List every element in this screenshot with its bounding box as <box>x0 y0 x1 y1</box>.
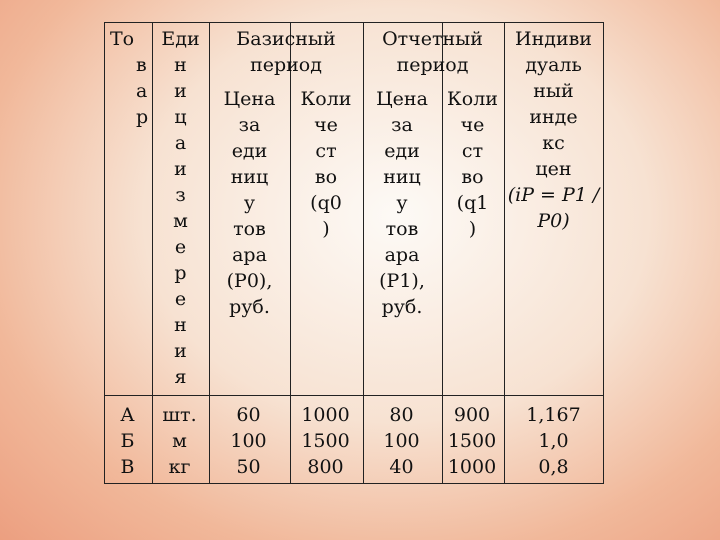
header-unit-line: н <box>174 314 187 336</box>
header-line: (P1), <box>379 270 425 292</box>
header-product-line: в <box>136 54 147 76</box>
header-line: Коли <box>447 88 498 110</box>
col-q1 <box>441 402 503 480</box>
header-line: за <box>238 114 261 136</box>
header-line: инде <box>529 106 578 128</box>
header-line: P0) <box>537 210 570 232</box>
header-line: (P0), <box>226 270 273 292</box>
header-unit-line: я <box>174 366 187 388</box>
table-cell: А <box>120 404 135 426</box>
header-line: ниц <box>383 166 421 188</box>
col-ip <box>503 402 604 480</box>
table-cell: м <box>172 430 187 452</box>
header-line: ниц <box>230 166 269 188</box>
header-line: тов <box>385 218 419 240</box>
header-line: ный <box>533 80 574 102</box>
header-report-period <box>362 26 503 78</box>
header-line: еди <box>384 140 420 162</box>
header-line: дуаль <box>525 54 582 76</box>
col-units <box>151 402 208 480</box>
header-index <box>503 26 604 234</box>
table-cell: Б <box>120 430 135 452</box>
table-cell: 0,8 <box>538 456 569 478</box>
header-line: (q1 <box>456 192 489 214</box>
header-report-period-line: период <box>396 54 469 76</box>
header-product-line: р <box>136 106 149 128</box>
table-cell: 1500 <box>447 430 497 452</box>
header-line: цен <box>535 158 572 180</box>
col-p1 <box>362 402 441 480</box>
table-cell: 60 <box>236 404 261 426</box>
header-line: кс <box>542 132 565 154</box>
header-price-base <box>209 86 290 320</box>
header-line: во <box>314 166 338 188</box>
header-unit <box>152 26 209 390</box>
table-cell: 800 <box>307 456 344 478</box>
header-unit-line: е <box>174 288 187 310</box>
table-cell: 50 <box>236 456 261 478</box>
table-cell: шт. <box>162 404 197 426</box>
header-line: ара <box>384 244 420 266</box>
table-cell: 1,0 <box>538 430 569 452</box>
header-divider <box>105 395 603 396</box>
header-unit-line: а <box>174 132 187 154</box>
header-report-period-line: Отчетный <box>382 28 483 50</box>
header-line: за <box>391 114 413 136</box>
header-line: руб. <box>381 296 423 318</box>
header-line: ) <box>468 218 477 240</box>
header-unit-line: н <box>174 54 187 76</box>
header-line: ст <box>461 140 484 162</box>
header-base-period-line: период <box>250 54 322 76</box>
col-products <box>104 402 151 480</box>
header-base-period-line: Базисный <box>236 28 336 50</box>
table-cell: 1,167 <box>526 404 581 426</box>
header-unit-line: е <box>174 236 187 258</box>
header-line: ара <box>232 244 267 266</box>
header-line: у <box>396 192 408 214</box>
header-base-period <box>209 26 363 78</box>
header-line: Цена <box>376 88 428 110</box>
header-line: ст <box>315 140 337 162</box>
table-cell: 100 <box>383 430 420 452</box>
header-line: че <box>460 114 485 136</box>
table-cell: кг <box>168 456 191 478</box>
header-line: во <box>461 166 484 188</box>
table-cell: 1500 <box>301 430 350 452</box>
header-line: у <box>243 192 256 214</box>
header-line: (iP = P1 / <box>507 184 600 206</box>
header-product-line: То <box>110 28 135 50</box>
header-line: руб. <box>229 296 270 318</box>
header-qty-report <box>441 86 504 242</box>
header-price-report <box>362 86 442 320</box>
header-line: Коли <box>300 88 352 110</box>
header-line: Цена <box>223 88 276 110</box>
col-p0 <box>208 402 289 480</box>
header-product <box>108 26 152 130</box>
header-line: Индиви <box>515 28 592 50</box>
header-unit-line: и <box>174 340 187 362</box>
table-cell: 1000 <box>447 456 497 478</box>
header-line: еди <box>231 140 268 162</box>
header-unit-line: м <box>173 210 188 232</box>
header-line: че <box>314 114 338 136</box>
table-cell: 80 <box>389 404 414 426</box>
header-unit-line: и <box>174 80 187 102</box>
header-unit-line: ц <box>174 106 187 128</box>
table-cell: 900 <box>453 404 491 426</box>
header-line: ) <box>322 218 330 240</box>
header-unit-line: з <box>175 184 186 206</box>
table-cell: В <box>120 456 135 478</box>
header-product-line: а <box>136 80 148 102</box>
header-line: тов <box>233 218 266 240</box>
table-cell: 1000 <box>301 404 350 426</box>
table-cell: 100 <box>230 430 267 452</box>
table-cell: 40 <box>389 456 414 478</box>
header-line: (q0 <box>310 192 342 214</box>
header-qty-base <box>289 86 363 242</box>
col-q0 <box>289 402 362 480</box>
header-unit-line: и <box>174 158 187 180</box>
header-unit-line: р <box>174 262 187 284</box>
header-unit-line: Еди <box>161 28 200 50</box>
